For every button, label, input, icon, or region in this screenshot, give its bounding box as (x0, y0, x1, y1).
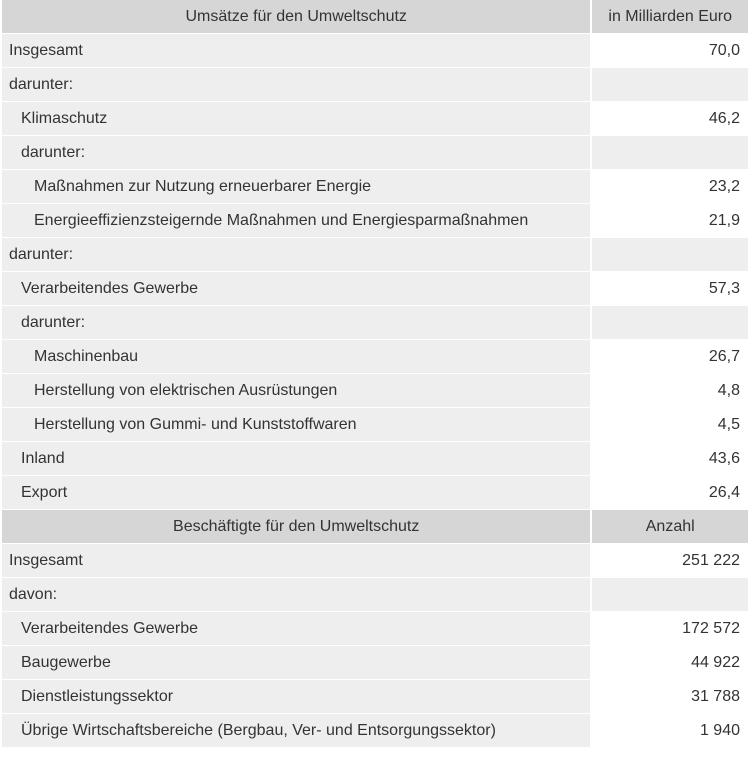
row-value: 31 788 (592, 680, 748, 713)
row-value: 4,5 (592, 408, 748, 441)
row-label: Insgesamt (2, 34, 590, 67)
row-value: 70,0 (592, 34, 748, 67)
row-label: Übrige Wirtschaftsbereiche (Bergbau, Ver- und Entsorgungssektor) (2, 714, 590, 747)
row-value: 1 940 (592, 714, 748, 747)
table-row (2, 578, 748, 612)
row-label: Insgesamt (2, 544, 590, 577)
table-row (2, 272, 748, 306)
environment-protection-table (2, 0, 748, 748)
row-label: darunter: (2, 238, 590, 271)
table-row (2, 680, 748, 714)
table-row (2, 476, 748, 510)
table-row (2, 204, 748, 238)
table-row (2, 340, 748, 374)
row-label: Export (2, 476, 590, 509)
row-label: Energieeffizienzsteigernde Maßnahmen und Energiesparmaßnahmen (2, 204, 590, 237)
row-value: 4,8 (592, 374, 748, 407)
row-value: 23,2 (592, 170, 748, 203)
table-row (2, 238, 748, 272)
row-value (592, 578, 748, 611)
table-row (2, 170, 748, 204)
table-row (2, 612, 748, 646)
row-value (592, 238, 748, 271)
row-label: Maschinenbau (2, 340, 590, 373)
row-value (592, 136, 748, 169)
row-label: darunter: (2, 306, 590, 339)
row-value (592, 306, 748, 339)
table-row (2, 34, 748, 68)
row-label: Verarbeitendes Gewerbe (2, 612, 590, 645)
row-label: davon: (2, 578, 590, 611)
row-label: Herstellung von elektrischen Ausrüstungen (2, 374, 590, 407)
table-row (2, 136, 748, 170)
row-value: 26,4 (592, 476, 748, 509)
row-label: Klimaschutz (2, 102, 590, 135)
row-value: 46,2 (592, 102, 748, 135)
table-header-row (2, 510, 748, 544)
column-header-unit: Anzahl (592, 510, 748, 543)
table-row (2, 68, 748, 102)
table-row (2, 408, 748, 442)
row-value (592, 68, 748, 101)
table-header-row (2, 0, 748, 34)
table-row (2, 442, 748, 476)
row-label: Verarbeitendes Gewerbe (2, 272, 590, 305)
row-value: 43,6 (592, 442, 748, 475)
row-label: Inland (2, 442, 590, 475)
table-row (2, 374, 748, 408)
table-row (2, 544, 748, 578)
column-header-unit: in Milliarden Euro (592, 0, 748, 33)
row-value: 26,7 (592, 340, 748, 373)
row-value: 44 922 (592, 646, 748, 679)
row-label: Herstellung von Gummi- und Kunststoffwaren (2, 408, 590, 441)
row-value: 251 222 (592, 544, 748, 577)
row-label: Maßnahmen zur Nutzung erneuerbarer Energie (2, 170, 590, 203)
row-value: 21,9 (592, 204, 748, 237)
row-label: darunter: (2, 68, 590, 101)
row-label: darunter: (2, 136, 590, 169)
table-row (2, 646, 748, 680)
row-value: 57,3 (592, 272, 748, 305)
table-row (2, 714, 748, 748)
column-header-label: Beschäftigte für den Umweltschutz (2, 510, 590, 543)
row-label: Baugewerbe (2, 646, 590, 679)
column-header-label: Umsätze für den Umweltschutz (2, 0, 590, 33)
row-value: 172 572 (592, 612, 748, 645)
row-label: Dienstleistungssektor (2, 680, 590, 713)
table-row (2, 102, 748, 136)
table-row (2, 306, 748, 340)
